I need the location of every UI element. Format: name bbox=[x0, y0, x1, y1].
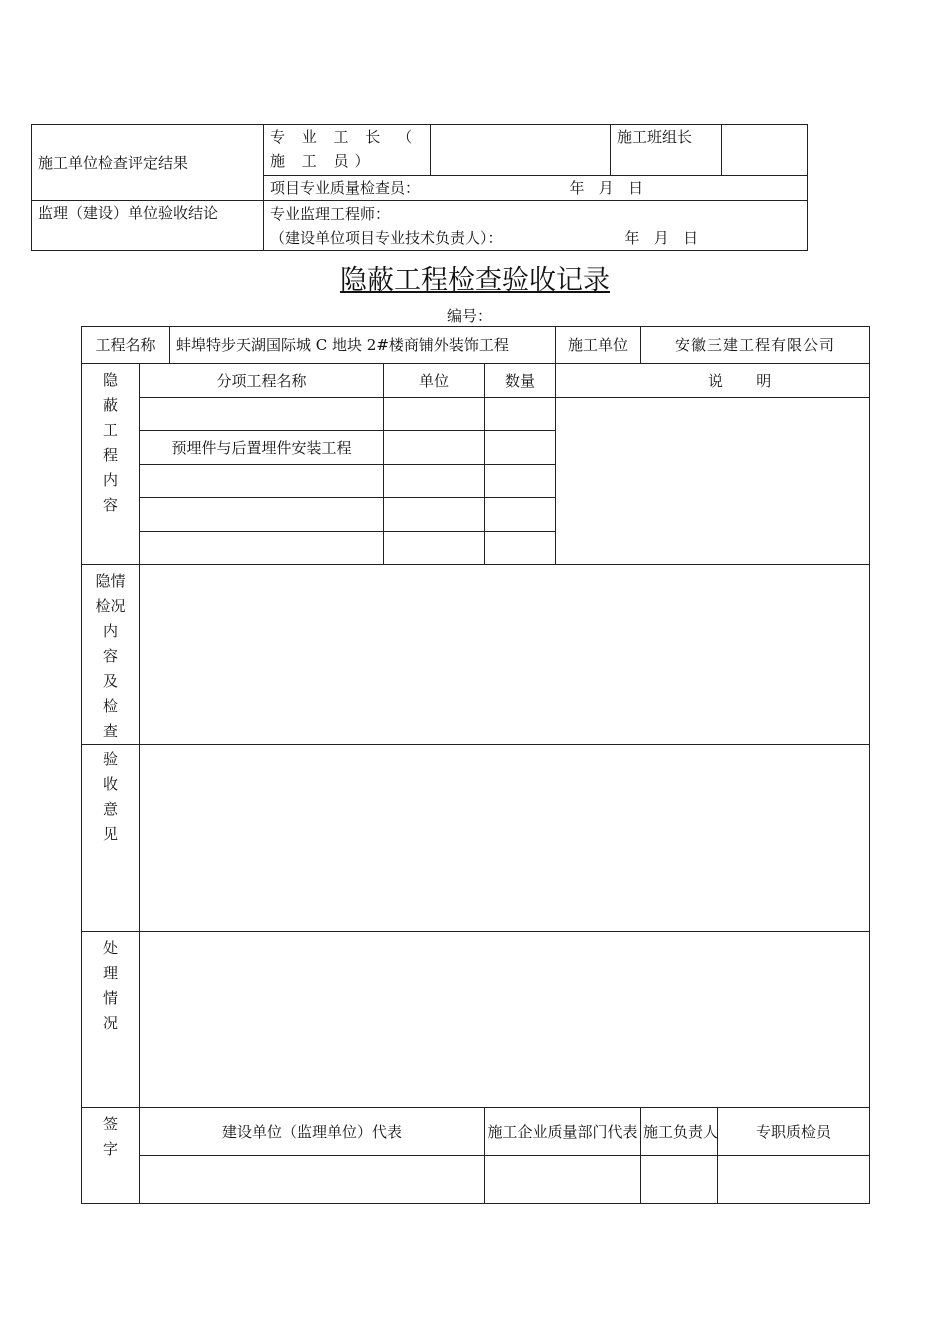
quantity-cell[interactable] bbox=[485, 431, 556, 465]
hidden-check-content[interactable] bbox=[140, 565, 870, 745]
subitem-cell[interactable] bbox=[140, 398, 384, 431]
subitem-cell[interactable] bbox=[140, 498, 384, 532]
unit-cell[interactable] bbox=[384, 431, 485, 465]
hidden-check-label: 隐情 检况 内 容 及 检 查 bbox=[82, 565, 140, 745]
supervision-row bbox=[264, 201, 808, 251]
number-label: 编号： bbox=[447, 307, 493, 325]
sig-inspector-label: 专职质检员 bbox=[718, 1108, 870, 1156]
quality-inspector-label: 项目专业质量检查员： bbox=[270, 179, 421, 197]
foreman-value[interactable] bbox=[431, 125, 611, 176]
unit-cell[interactable] bbox=[384, 532, 485, 565]
quantity-cell[interactable] bbox=[485, 498, 556, 532]
quantity-cell[interactable] bbox=[485, 465, 556, 498]
project-name-value[interactable]: 蚌埠特步天湖国际城 C 地块 2#楼商铺外装饰工程 bbox=[170, 327, 556, 364]
acceptance-content[interactable] bbox=[140, 745, 870, 932]
owner-tech-line bbox=[270, 226, 801, 250]
sig-construction-lead-label: 施工负责人 bbox=[641, 1108, 718, 1156]
subitem-cell[interactable]: 预埋件与后置埋件安装工程 bbox=[140, 431, 384, 465]
hidden-work-record-table bbox=[81, 326, 870, 1204]
project-name-label: 工程名称 bbox=[82, 327, 170, 364]
construction-unit-label: 施工单位 bbox=[556, 327, 641, 364]
supervisor-engineer-label: 专业监理工程师： bbox=[270, 204, 391, 223]
hidden-work-label: 隐 蔽 工 程 内 容 bbox=[82, 364, 140, 565]
unit-cell[interactable] bbox=[384, 398, 485, 431]
col-subitem-header: 分项工程名称 bbox=[140, 364, 384, 398]
handling-label: 处 理 情 况 bbox=[82, 932, 140, 1108]
page-title: 隐蔽工程检查验收记录 bbox=[340, 265, 610, 296]
sig-quality-dept-field[interactable] bbox=[485, 1156, 641, 1204]
unit-cell[interactable] bbox=[384, 498, 485, 532]
sig-quality-dept-label: 施工企业质量部门代表 bbox=[485, 1108, 641, 1156]
signature-label: 签 字 bbox=[82, 1108, 140, 1204]
foreman-label: 专 业 工 长 （ 施 工 员） bbox=[264, 125, 431, 176]
quality-inspector-row bbox=[264, 176, 808, 201]
subitem-cell[interactable] bbox=[140, 465, 384, 498]
owner-tech-label: （建设单位项目专业技术负责人）： bbox=[270, 228, 503, 247]
handling-content[interactable] bbox=[140, 932, 870, 1108]
quantity-cell[interactable] bbox=[485, 532, 556, 565]
construction-unit-value[interactable]: 安徽三建工程有限公司 bbox=[641, 327, 870, 364]
sig-construction-lead-field[interactable] bbox=[641, 1156, 718, 1204]
date-2: 年 月 日 bbox=[624, 228, 699, 247]
unit-cell[interactable] bbox=[384, 465, 485, 498]
quantity-cell[interactable] bbox=[485, 398, 556, 431]
col-unit-header: 单位 bbox=[384, 364, 485, 398]
col-quantity-header: 数量 bbox=[485, 364, 556, 398]
sig-owner-label: 建设单位（监理单位）代表 bbox=[140, 1108, 485, 1156]
team-leader-label: 施工班组长 bbox=[611, 125, 722, 176]
supervision-label: 监理（建设）单位验收结论 bbox=[32, 201, 264, 251]
col-note-header: 说 明 bbox=[556, 364, 870, 398]
sig-owner-field[interactable] bbox=[140, 1156, 485, 1204]
construction-eval-label: 施工单位检查评定结果 bbox=[32, 125, 264, 201]
subitem-cell[interactable] bbox=[140, 532, 384, 565]
date-1: 年 月 日 bbox=[569, 179, 644, 197]
evaluation-table bbox=[31, 124, 808, 251]
note-cell[interactable] bbox=[556, 398, 870, 565]
team-leader-value[interactable] bbox=[722, 125, 808, 176]
acceptance-label: 验 收 意 见 bbox=[82, 745, 140, 932]
sig-inspector-field[interactable] bbox=[718, 1156, 870, 1204]
